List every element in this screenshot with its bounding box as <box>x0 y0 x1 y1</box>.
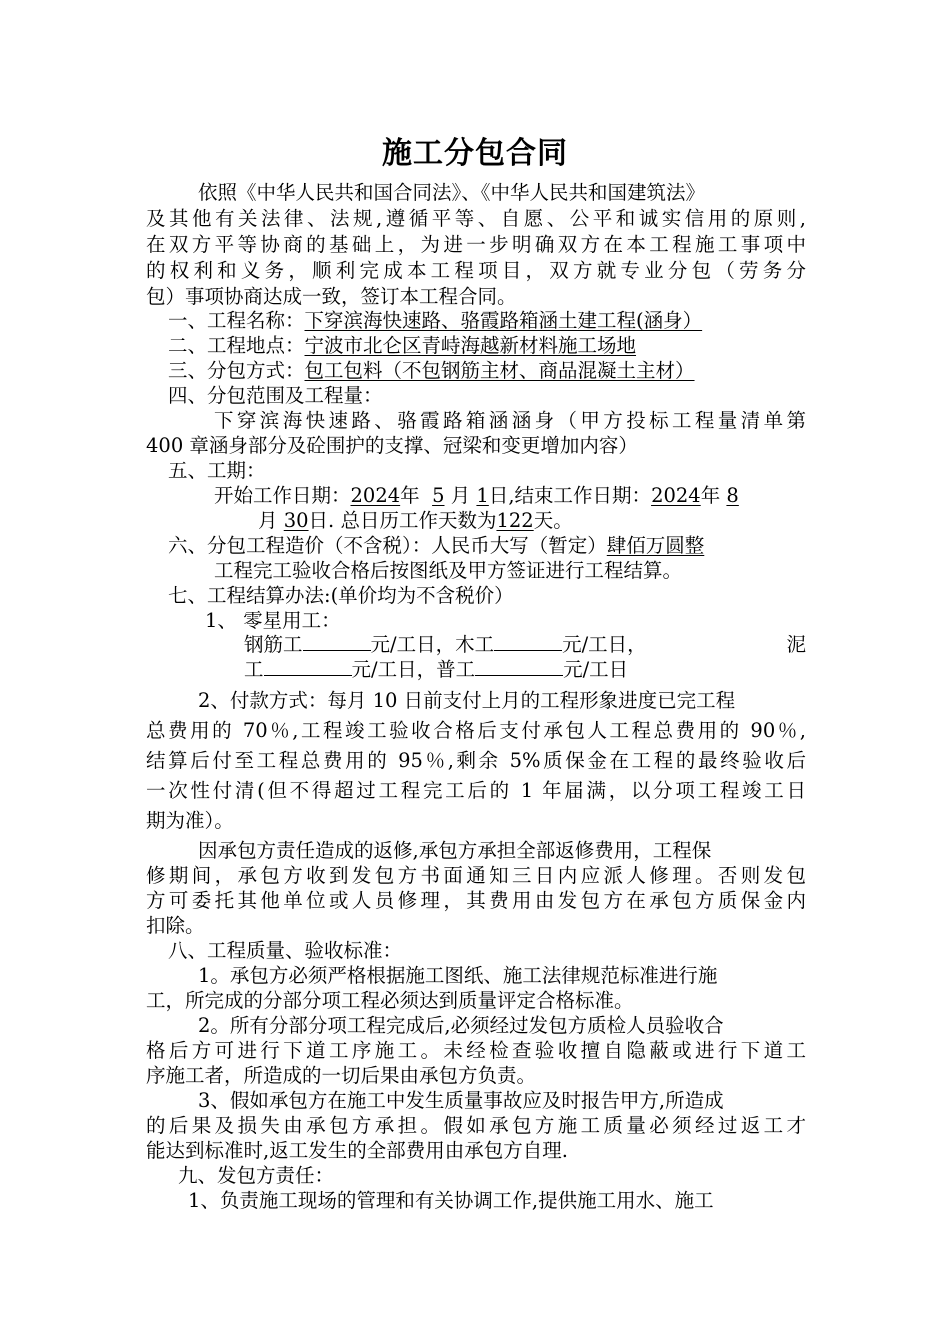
carpenter-rate-blank <box>494 632 562 651</box>
payment-line: 期为准）。 <box>146 809 234 832</box>
month-char: 月 <box>258 509 278 532</box>
year-char: 年 <box>700 484 721 507</box>
general-worker-label: 元/工日，普工 <box>351 658 476 681</box>
price-note: 工程完工验收合格后按图纸及甲方签证进行工程结算。 <box>214 559 683 582</box>
labor-rates-line-1 <box>244 632 806 658</box>
quality-line: 序施工者，所造成的一切后果由承包方负责。 <box>146 1064 537 1087</box>
payment-line: 结算后付至工程总费用的 95％,剩余 5%质保金在工程的最终验收后 <box>146 749 806 772</box>
subcontract-method-value: 包工包料（不包钢筋主材、商品混凝土主材） <box>304 359 695 382</box>
scope-line: 下穿滨海快速路、骆霞路箱涵涵身（甲方投标工程量清单第 <box>214 409 806 432</box>
end-year: 2024 <box>651 484 701 507</box>
general-rate-blank <box>475 657 563 676</box>
payment-line: 一次性付清(但不得超过工程完工后的 1 年届满，以分项工程竣工日 <box>146 779 806 802</box>
quality-line: 能达到标准时,返工发生的全部费用由承包方自理. <box>146 1139 568 1162</box>
section-contract-price <box>168 533 704 559</box>
year-char: 年 <box>400 484 420 507</box>
scope-line: 400 章涵身部分及砼围护的支撑、冠梁和变更增加内容） <box>146 434 638 457</box>
duration-end-line <box>258 508 573 534</box>
quality-line: 3、假如承包方在施工中发生质量事故应及时报告甲方,所造成 <box>198 1089 724 1112</box>
start-day: 1 <box>476 484 489 507</box>
total-days-value: 122 <box>496 509 534 532</box>
start-month: 5 <box>432 484 445 507</box>
preamble-line: 在双方平等协商的基础上，为进一步明确双方在本工程施工事项中 <box>146 233 806 256</box>
quality-line: 格后方可进行下道工序施工。未经检查验收擅自隐蔽或进行下道工 <box>146 1039 806 1062</box>
carpenter-label: 元/工日，木工 <box>370 633 495 656</box>
quality-line: 的后果及损失由承包方承担。假如承包方施工质量必须经过返工才 <box>146 1114 806 1137</box>
per-day-label: 元/工日， <box>562 633 647 656</box>
preamble-line: 依照《中华人民共和国合同法》、《中华人民共和国建筑法》 <box>198 181 706 204</box>
duration-start-line <box>214 483 739 509</box>
preamble-line: 及其他有关法律、法规,遵循平等、自愿、公平和诚实信用的原则, <box>146 207 806 230</box>
start-year: 2024 <box>350 484 401 507</box>
section-label: 二、工程地点： <box>168 334 305 357</box>
start-prefix: 开始工作日期： <box>214 484 351 507</box>
mason-label-part: 泥 <box>786 633 806 656</box>
rework-line: 扣除。 <box>146 914 205 937</box>
payment-line: 总费用的 70％,工程竣工验收合格后支付承包人工程总费用的 90％, <box>146 719 806 742</box>
per-day-label: 元/工日 <box>563 658 629 681</box>
total-days-prefix: 日. 总日历工作天数为 <box>308 509 497 532</box>
mason-label-part: 工 <box>244 658 264 681</box>
section-employer-duties-label: 九、发包方责任： <box>178 1164 335 1187</box>
rework-line: 方可委托其他单位或人员修理，其费用由发包方在承包方质保金内 <box>146 889 806 912</box>
employer-duty-line: 1、负责施工现场的管理和有关协调工作,提供施工用水、施工 <box>188 1189 714 1212</box>
section-scope-label: 四、分包范围及工程量： <box>168 384 383 407</box>
preamble-line: 包）事项协商达成一致，签订本工程合同。 <box>146 285 517 308</box>
section-label: 三、分包方式： <box>168 359 305 382</box>
rebar-rate-blank <box>303 632 371 651</box>
quality-line: 工，所完成的分部分项工程必须达到质量评定合格标准。 <box>146 989 634 1012</box>
document-title: 施工分包合同 <box>382 136 568 171</box>
day-char: 日, <box>488 484 515 507</box>
month-char: 月 <box>450 484 471 507</box>
labor-rates-line-2 <box>244 657 628 683</box>
section-settlement-label: 七、工程结算办法:(单价均为不含税价） <box>168 584 514 607</box>
section-label: 六、分包工程造价（不含税）：人民币大写（暂定） <box>168 534 607 557</box>
section-label: 一、工程名称： <box>168 309 305 332</box>
rework-line: 因承包方责任造成的返修,承包方承担全部返修费用，工程保 <box>198 839 712 862</box>
contract-price-value: 肆佰万圆整 <box>606 534 705 557</box>
mason-rate-blank <box>264 657 352 676</box>
section-project-name <box>168 308 702 334</box>
preamble-line: 的权利和义务，顺利完成本工程项目，双方就专业分包（劳务分 <box>146 259 806 282</box>
section-duration-label: 五、工期： <box>168 459 266 482</box>
end-prefix: 结束工作日期： <box>514 484 652 507</box>
payment-line: 2、付款方式：每月 10 日前支付上月的工程形象进度已完工程 <box>198 689 736 712</box>
project-location-value: 宁波市北仑区青峙海越新材料施工场地 <box>304 334 637 357</box>
section-project-location <box>168 333 636 359</box>
end-month: 8 <box>726 484 739 507</box>
end-day: 30 <box>283 509 309 532</box>
days-char: 天。 <box>533 509 573 532</box>
odd-labor-label: 1、 零星用工： <box>205 609 341 632</box>
quality-line: 1。承包方必须严格根据施工图纸、施工法律规范标准进行施 <box>198 964 718 987</box>
quality-line: 2。所有分部分项工程完成后,必须经过发包方质检人员验收合 <box>198 1014 724 1037</box>
section-subcontract-method <box>168 358 695 384</box>
project-name-value: 下穿滨海快速路、骆霞路箱涵土建工程(涵身） <box>304 309 703 332</box>
rebar-worker-label: 钢筋工 <box>244 633 303 656</box>
section-quality-label: 八、工程质量、验收标准： <box>168 939 403 962</box>
rework-line: 修期间，承包方收到发包方书面通知三日内应派人修理。否则发包 <box>146 864 806 887</box>
